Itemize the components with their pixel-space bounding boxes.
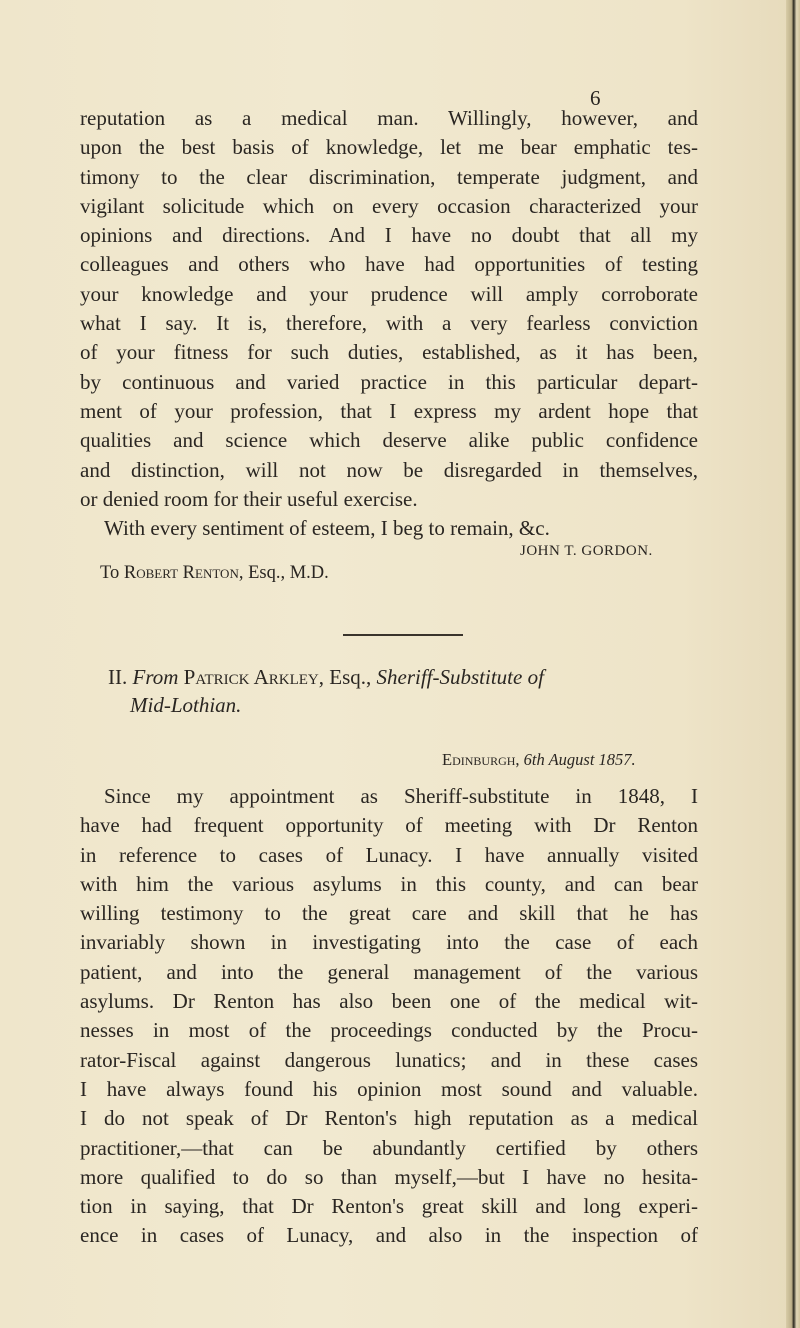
section-divider [343, 634, 463, 636]
text-line: I have always found his opinion most sound and valuable. [80, 1076, 698, 1101]
page-edge [786, 0, 800, 1328]
text-line: of your fitness for such duties, established, as it has been, [80, 340, 698, 365]
text-line: what I say. It is, therefore, with a very fearless conviction [80, 311, 698, 336]
addressee-name: Robert Renton [123, 563, 239, 583]
text-line: patient, and into the general management of the various [80, 959, 698, 984]
text-line: ence in cases of Lunacy, and also in the inspection of [80, 1223, 698, 1248]
text-line: qualities and science which deserve alike public confidence [80, 428, 698, 453]
text-line: reputation as a medical man. Willingly, however, and [80, 106, 698, 130]
text-line: practitioner,—that can be abundantly certified by others [80, 1135, 698, 1160]
text-line: by continuous and varied practice in this particular depart- [80, 369, 698, 394]
text-line: your knowledge and your prudence will amply corroborate [80, 281, 698, 306]
heading-title: Sheriff-Substitute of [376, 665, 544, 689]
addressee-prefix: To [100, 563, 124, 583]
text-line: asylums. Dr Renton has also been one of the medical wit- [80, 989, 698, 1014]
heading-numeral: II. [108, 665, 133, 689]
testimonial-paragraph [80, 782, 698, 1251]
text-line: nesses in most of the proceedings conducted by the Procu- [80, 1018, 698, 1043]
text-line: invariably shown in investigating into the case of each [80, 930, 698, 955]
text-line: more qualified to do so than myself,—but I have no hesita- [80, 1164, 698, 1189]
text-line: in reference to cases of Lunacy. I have annually visited [80, 842, 698, 867]
addressee-suffix: , Esq., M.D. [238, 563, 329, 583]
text-line: willing testimony to the great care and skill that he has [80, 901, 698, 926]
heading-place: Mid-Lothian. [130, 693, 242, 717]
text-line: with him the various asylums in this county, and can bear [80, 871, 698, 896]
heading-esq: , Esq., [318, 665, 377, 689]
text-line: ment of your profession, that I express my ardent hope that [80, 398, 698, 423]
text-line: With every sentiment of esteem, I beg to remain, &c. [104, 516, 550, 541]
text-line: upon the best basis of knowledge, let me bear emphatic tes- [80, 135, 698, 160]
text-line: vigilant solicitude which on every occasion characterized your [80, 193, 698, 218]
section-heading [108, 663, 544, 719]
addressee [100, 563, 329, 584]
text-line: I do not speak of Dr Renton's high reputation as a medical [80, 1106, 698, 1131]
text-line: and distinction, will not now be disregarded in themselves, [80, 457, 698, 482]
text-line: rator-Fiscal against dangerous lunatics; and in these cases [80, 1047, 698, 1072]
heading-name: Patrick Arkley [178, 665, 319, 689]
text-line: or denied room for their useful exercise. [80, 486, 418, 511]
page-number: 6 [590, 86, 601, 110]
text-line: have had frequent opportunity of meeting with Dr Renton [80, 813, 698, 838]
heading-from: From [132, 665, 179, 689]
dateline [442, 750, 636, 770]
text-line: colleagues and others who have had opportunities of testing [80, 252, 698, 277]
text-line: Since my appointment as Sheriff-substitute in 1848, I [104, 784, 698, 808]
text-line: opinions and directions. And I have no doubt that all my [80, 223, 698, 248]
signature: JOHN T. GORDON. [520, 543, 653, 559]
letter-body-paragraph [80, 104, 698, 543]
text-line: timony to the clear discrimination, temperate judgment, and [80, 164, 698, 189]
dateline-date: 6th August 1857. [519, 750, 636, 769]
dateline-city: Edinburgh, [442, 750, 520, 769]
text-line: tion in saying, that Dr Renton's great skill and long experi- [80, 1194, 698, 1219]
